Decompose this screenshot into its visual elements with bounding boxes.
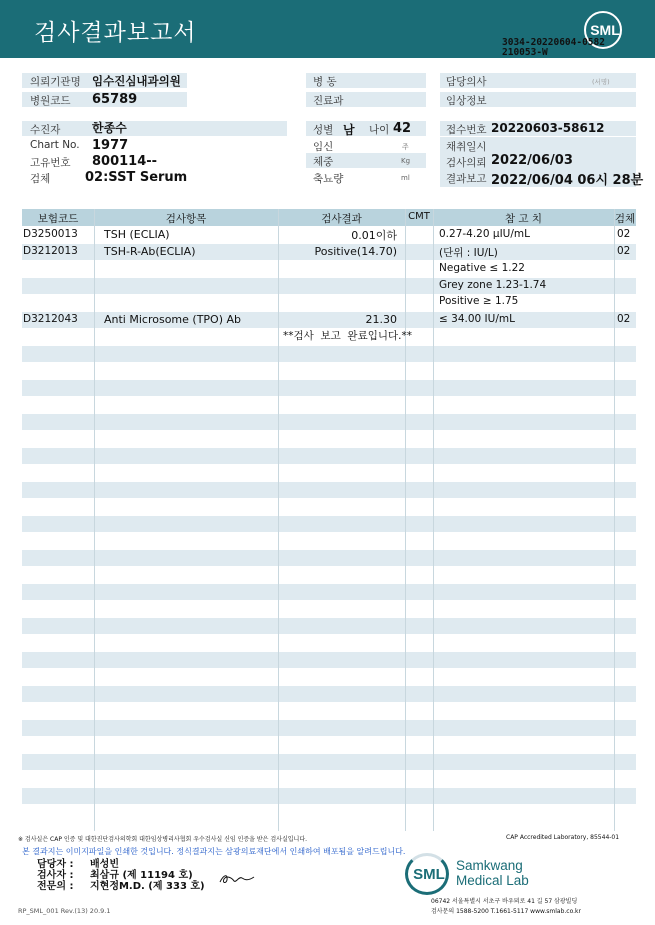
responsible-value: 배성빈 (90, 859, 119, 870)
signature-icon (218, 870, 258, 886)
collect-label: 채취일시 (446, 141, 487, 153)
urine-label: 축뇨량 (313, 173, 344, 185)
table-stripe (22, 516, 636, 532)
brand-name-line2: Medical Lab (456, 873, 529, 888)
row-reference: Positive ≥ 1.75 (439, 295, 519, 307)
header-insurance-code: 보험코드 (37, 213, 79, 225)
row-code: D3212013 (23, 245, 78, 257)
row-reference: (단위 : IU/L) (439, 247, 498, 259)
institution-label: 의뢰기관명 (30, 76, 81, 88)
department-label: 진료과 (313, 95, 344, 107)
sex-value: 남 (343, 123, 355, 137)
unique-number-value: 800114-- (92, 154, 158, 169)
age-label: 나이 (369, 124, 390, 136)
request-value: 2022/06/03 (491, 153, 573, 168)
table-stripe (22, 618, 636, 634)
table-stripe (22, 346, 636, 362)
table-stripe (22, 652, 636, 668)
pregnancy-unit: 주 (402, 143, 409, 151)
receipt-value: 20220603-58612 (491, 121, 605, 135)
row-reference: Grey zone 1.23-1.74 (439, 279, 547, 291)
row-specimen: 02 (617, 228, 631, 240)
hospital-code-label: 병원코드 (30, 95, 71, 107)
table-stripe (22, 754, 636, 770)
row-item: TSH-R-Ab(ECLIA) (104, 245, 196, 258)
pregnancy-label: 임신 (313, 141, 334, 153)
clinical-label: 임상정보 (446, 95, 487, 107)
document-id-line2: 210053-W (502, 47, 548, 58)
document-id-line1: 3034-20220604-0582 (502, 38, 605, 48)
receipt-label: 접수번호 (446, 124, 487, 136)
table-stripe (22, 788, 636, 804)
institution-value: 임수진심내과의원 (92, 74, 181, 88)
table-stripe (22, 482, 636, 498)
brand-logo-text: SML (413, 866, 445, 883)
hospital-code-value: 65789 (92, 92, 138, 107)
weight-label: 체중 (313, 156, 334, 168)
table-stripe (22, 550, 636, 566)
row-code: D3250013 (23, 228, 78, 240)
table-stripe (22, 720, 636, 736)
specialist-value: 지현정M.D. (제 333 호) (90, 881, 205, 892)
column-divider (433, 209, 434, 831)
table-stripe (22, 380, 636, 396)
print-notice: 본 결과지는 이미지파일을 인쇄한 것입니다. 정식결과지는 삼광의료재단에서 인쇄하여 배포됨을 알려드립니다. (22, 847, 406, 856)
header-result: 검사결과 (321, 213, 362, 225)
age-value: 42 (393, 121, 412, 136)
specimen-value: 02:SST Serum (85, 170, 188, 185)
chart-no-value: 1977 (92, 138, 129, 153)
sml-logo-text: SML (590, 22, 620, 38)
row-specimen: 02 (617, 313, 631, 325)
sex-label: 성별 (313, 124, 334, 136)
chart-no-label: Chart No. (30, 139, 80, 151)
header-test-item: 검사항목 (165, 213, 207, 225)
row-result: 21.30 (365, 313, 397, 326)
column-divider (278, 209, 279, 831)
cap-statement: ※ 검사실은 CAP 인증 및 대한진단검사의학회 대한임상병리사협회 우수검사실 신임 인증을 받은 검사실입니다. (18, 836, 308, 843)
request-label: 검사의뢰 (446, 157, 487, 169)
cap-accreditation: CAP Accredited Laboratory, 85544-01 (506, 834, 620, 841)
doctor-label: 담당의사 (446, 76, 487, 88)
column-divider (94, 209, 95, 831)
header-reference: 참 고 치 (504, 213, 543, 225)
form-code: RP_SML_001 Rev.(13) 20.9.1 (18, 907, 111, 915)
row-reference: ≤ 34.00 IU/mL (439, 313, 515, 325)
completion-note: **검사 보고 완료입니다.** (283, 330, 412, 342)
row-reference: 0.27-4.20 μIU/mL (439, 228, 530, 240)
document-id (502, 38, 652, 60)
tester-label: 검사자 : (37, 870, 74, 881)
table-stripe (22, 584, 636, 600)
specimen-label: 검체 (30, 173, 51, 185)
column-divider (614, 209, 615, 831)
row-result: 0.01이하 (351, 229, 397, 242)
patient-bar (22, 121, 287, 136)
weight-unit: Kg (401, 157, 411, 165)
lab-address: 06742 서울특별시 서초구 바우뫼로 41 길 57 삼광빌딩 (431, 898, 578, 905)
row-reference: Negative ≤ 1.22 (439, 262, 525, 274)
row-code: D3212043 (23, 313, 78, 325)
specialist-label: 전문의 : (37, 881, 74, 892)
responsible-label: 담당자 : (37, 859, 74, 870)
unique-number-label: 고유번호 (30, 157, 71, 169)
patient-value: 한종수 (92, 121, 127, 135)
report-value: 2022/06/04 06시 28분 (491, 173, 644, 188)
urine-unit: ml (401, 174, 410, 182)
brand-name-line1: Samkwang (456, 858, 523, 873)
table-stripe (22, 414, 636, 430)
report-label: 결과보고 (446, 173, 487, 185)
row-item: Anti Microsome (TPO) Ab (104, 313, 242, 326)
header-specimen: 검체 (614, 213, 636, 225)
patient-label: 수진자 (30, 124, 61, 136)
doctor-sign-note: (서명) (592, 78, 610, 86)
row-item: TSH (ECLIA) (104, 228, 170, 241)
header-cmt: CMT (408, 211, 430, 222)
row-specimen: 02 (617, 245, 631, 257)
table-stripe (22, 686, 636, 702)
lab-contact: 검사문의 1588-5200 T.1661-5117 www.smlab.co.kr (431, 908, 581, 915)
report-title: 검사결과보고서 (34, 20, 197, 46)
column-divider (405, 209, 406, 831)
row-result: Positive(14.70) (314, 245, 397, 258)
table-stripe (22, 448, 636, 464)
tester-value: 최삼규 (제 11194 호) (90, 870, 193, 881)
ward-label: 병 동 (313, 76, 337, 88)
